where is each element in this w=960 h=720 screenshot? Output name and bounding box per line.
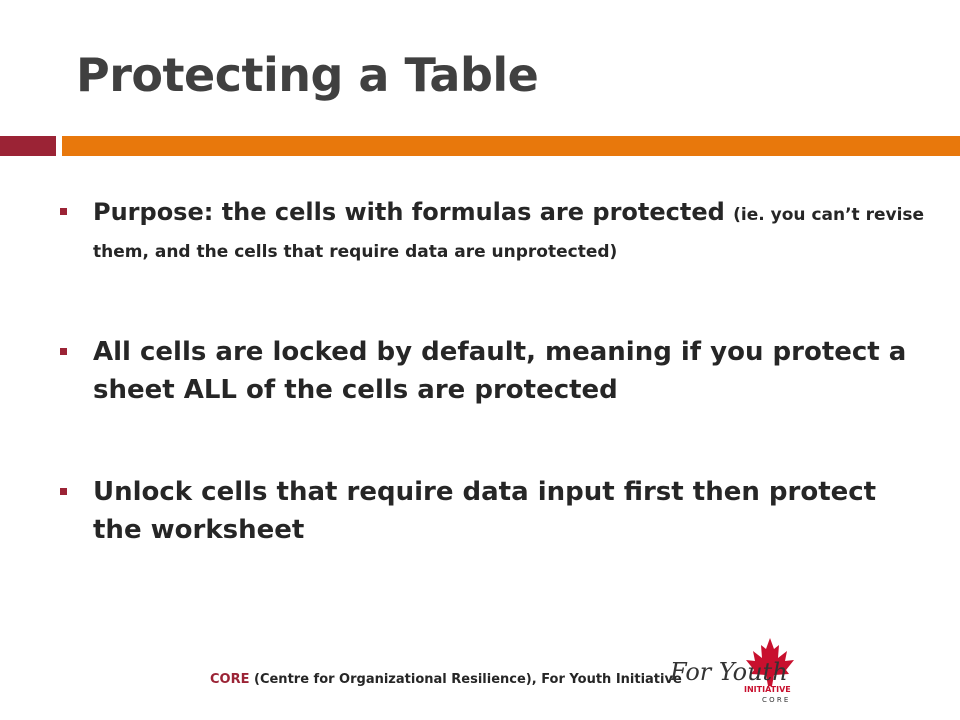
bullet-note: (ie. you can’t revise them, and the cells that require data are unprotected) xyxy=(93,205,925,262)
bullet-text: All cells are locked by default, meaning if you protect a sheet ALL of the cells are protected xyxy=(93,337,907,405)
square-bullet-icon xyxy=(60,348,67,355)
bullet-text: Unlock cells that require data input first then protect the worksheet xyxy=(93,477,877,545)
logo-script: For Youth xyxy=(670,658,788,686)
for-youth-logo xyxy=(668,634,808,706)
bullet-list xyxy=(60,195,930,549)
bullet-text: Purpose: the cells with formulas are protected xyxy=(93,198,734,226)
footer-credit xyxy=(210,672,682,687)
footer-credit-text: (Centre for Organizational Resilience), For Youth Initiative xyxy=(249,672,682,687)
title-underline-orange xyxy=(62,136,960,156)
slide-title: Protecting a Table xyxy=(76,48,539,102)
title-underline-red xyxy=(0,136,56,156)
logo-core: C O R E xyxy=(762,696,789,704)
logo-initiative: INITIATIVE xyxy=(744,685,791,694)
bullet-item-unlock xyxy=(60,473,930,549)
square-bullet-icon xyxy=(60,208,67,215)
bullet-item-locked xyxy=(60,333,930,409)
footer-core-label: CORE xyxy=(210,672,250,687)
bullet-item-purpose xyxy=(60,195,930,269)
square-bullet-icon xyxy=(60,488,67,495)
